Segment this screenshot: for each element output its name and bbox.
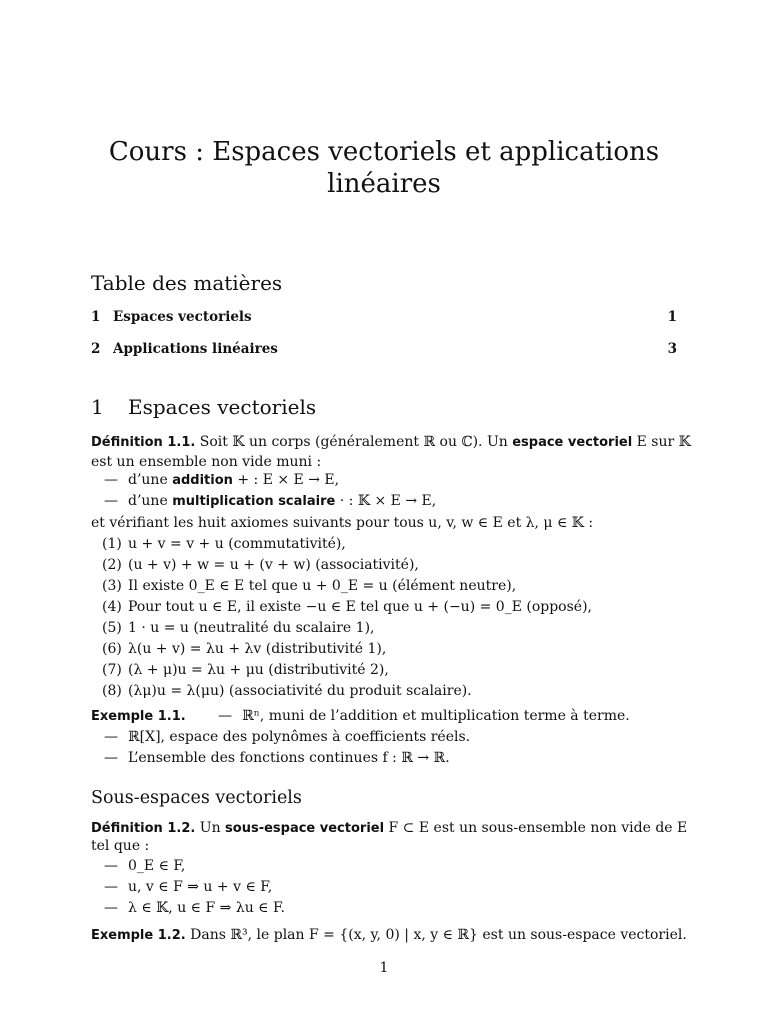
dash-bullet: — [104, 493, 118, 509]
axiom-item [102, 660, 389, 680]
definition-1-1-line1 [91, 432, 691, 453]
document-title-line2: linéaires [327, 169, 441, 199]
definition-text-end: E sur 𝕂 [632, 434, 691, 450]
item-text: d’une [128, 493, 173, 509]
toc-entry-label: Applications linéaires [113, 341, 278, 357]
axiom-number: (5) [102, 620, 122, 636]
example-item: ℝ[X], espace des polynômes à coefficients réels. [128, 729, 471, 745]
definition-text: Soit 𝕂 un corps (généralement ℝ ou ℂ). Un [199, 434, 513, 450]
axiom-text: (u + v) + w = u + (v + w) (associativité), [128, 557, 419, 573]
axiom-item [102, 576, 516, 596]
example-item: ℝⁿ, muni de l’addition et multiplication terme à terme. [242, 708, 630, 724]
dash-bullet: — [104, 472, 118, 488]
toc-entry-page: 1 [667, 309, 677, 325]
item-text: · : 𝕂 × E → E, [335, 493, 437, 509]
toc-heading: Table des matières [91, 271, 283, 295]
axiom-item [102, 597, 592, 617]
axiom-text: 1 · u = u (neutralité du scalaire 1), [128, 620, 375, 636]
example-item: L’ensemble des fonctions continues f : ℝ → ℝ. [128, 750, 450, 766]
axiom-text: λ(u + v) = λu + λv (distributivité 1), [128, 641, 387, 657]
item-text: d’une [128, 472, 173, 488]
axiom-item [102, 681, 472, 701]
dash-bullet: — [218, 708, 233, 724]
axiom-text: Il existe 0_E ∈ E tel que u + 0_E = u (élément neutre), [128, 578, 517, 594]
toc-entry-num: 1 [91, 309, 101, 325]
axiom-number: (2) [102, 557, 122, 573]
axiom-text: u + v = v + u (commutativité), [128, 536, 346, 552]
axiom-number: (8) [102, 683, 122, 699]
item-term: multiplication scalaire [172, 494, 336, 509]
axiom-item [102, 639, 386, 659]
condition-text: λ ∈ 𝕂, u ∈ F ⇒ λu ∈ F. [128, 900, 285, 916]
definition-text: Un [199, 820, 226, 836]
list-item [104, 748, 450, 768]
definition-term: espace vectoriel [512, 435, 633, 450]
example-text: Dans ℝ³, le plan F = {(x, y, 0) | x, y ∈ ℝ} est un sous-espace vectoriel. [190, 927, 687, 943]
toc-entry[interactable] [91, 309, 677, 325]
list-item [104, 491, 436, 512]
list-item [104, 877, 272, 897]
page-number: 1 [379, 960, 389, 976]
toc-entry-num: 2 [91, 341, 101, 357]
definition-1-2-line1 [91, 818, 687, 839]
definition-label: Définition 1.1. [91, 435, 196, 450]
item-text: + : E × E → E, [232, 472, 340, 488]
axiom-item [102, 555, 419, 575]
definition-1-1-line2: est un ensemble non vide muni : [91, 454, 322, 470]
section-heading [91, 395, 316, 419]
dash-bullet: — [104, 729, 118, 745]
axiom-number: (7) [102, 662, 122, 678]
list-item [104, 470, 339, 491]
document-title-line1: Cours : Espaces vectoriels et applications [108, 137, 660, 167]
axiom-number: (4) [102, 599, 122, 615]
section-title: Espaces vectoriels [128, 395, 317, 419]
subsection-heading: Sous-espaces vectoriels [91, 788, 302, 808]
dash-bullet: — [104, 858, 118, 874]
condition-text: 0_E ∈ F, [128, 858, 186, 874]
definition-1-2-line2: tel que : [91, 838, 150, 854]
toc-entry[interactable] [91, 341, 677, 357]
example-label: Exemple 1.1. [91, 709, 186, 724]
dash-bullet: — [104, 900, 118, 916]
axiom-number: (1) [102, 536, 122, 552]
example-1-2 [91, 925, 687, 946]
example-label: Exemple 1.2. [91, 928, 186, 943]
definition-term: sous-espace vectoriel [225, 821, 385, 836]
condition-text: u, v ∈ F ⇒ u + v ∈ F, [128, 879, 273, 895]
list-item [104, 727, 470, 747]
axiom-text: (λμ)u = λ(μu) (associativité du produit scalaire). [128, 683, 472, 699]
definition-text: F ⊂ E est un sous-ensemble non vide de E [384, 820, 688, 836]
dash-bullet: — [104, 879, 118, 895]
axiom-text: (λ + μ)u = λu + μu (distributivité 2), [128, 662, 389, 678]
example-1-1-line1 [91, 706, 630, 727]
axioms-intro: et vérifiant les huit axiomes suivants pour tous u, v, w ∈ E et λ, μ ∈ 𝕂 : [91, 515, 594, 531]
toc-entry-label: Espaces vectoriels [113, 309, 252, 325]
axiom-item [102, 618, 374, 638]
axiom-number: (6) [102, 641, 122, 657]
list-item [104, 856, 185, 876]
item-term: addition [172, 473, 233, 488]
definition-label: Définition 1.2. [91, 821, 196, 836]
axiom-number: (3) [102, 578, 122, 594]
axiom-item [102, 534, 346, 554]
dash-bullet: — [104, 750, 118, 766]
section-number: 1 [91, 395, 104, 419]
axiom-text: Pour tout u ∈ E, il existe −u ∈ E tel que u + (−u) = 0_E (opposé), [128, 599, 592, 615]
toc-entry-page: 3 [667, 341, 677, 357]
list-item [104, 898, 285, 918]
